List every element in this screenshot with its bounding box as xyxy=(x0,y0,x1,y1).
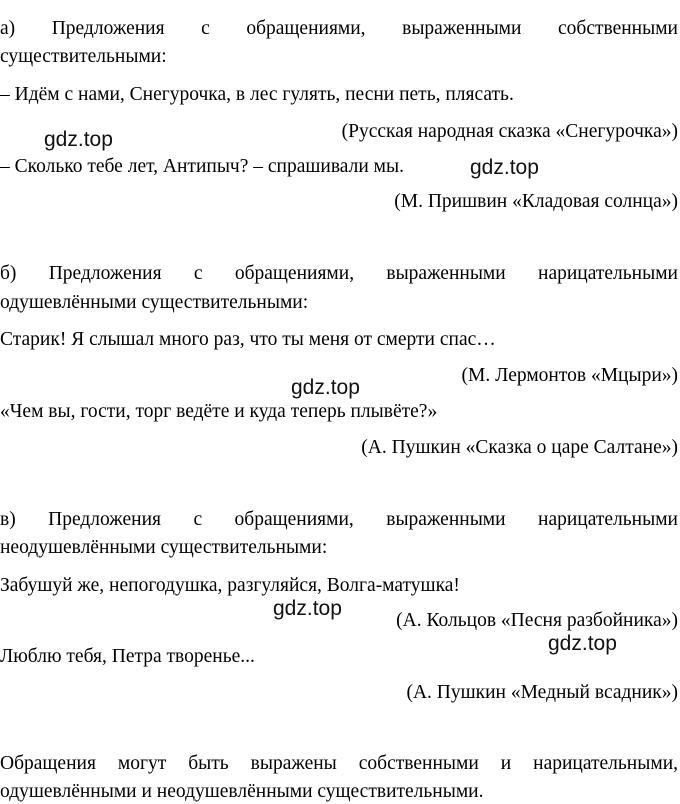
section-c-source-2: (А. Пушкин «Медный всадник») xyxy=(406,682,678,703)
section-b-source-1: (М. Лермонтов «Мцыри») xyxy=(461,365,678,386)
section-b-heading-cont: одушевлёнными существительными: xyxy=(0,292,309,313)
section-a-source-2: (М. Пришвин «Кладовая солнца») xyxy=(394,191,678,212)
watermark: gdz.top xyxy=(548,632,617,655)
section-b-example-1: Старик! Я слышал много раз, что ты меня от смерти спас… xyxy=(0,329,496,350)
section-c-example-1: Забушуй же, непогодушка, разгуляйся, Волга-матушка! xyxy=(0,575,460,596)
section-a-heading-cont: существительными: xyxy=(0,46,167,67)
section-a-source-1: (Русская народная сказка «Снегурочка») xyxy=(341,121,678,142)
watermark: gdz.top xyxy=(44,128,113,151)
watermark: gdz.top xyxy=(470,156,539,179)
section-b-source-2: (А. Пушкин «Сказка о царе Салтане») xyxy=(361,437,678,458)
section-b-heading: б) Предложения с обращениями, выраженными нарицательными xyxy=(0,263,678,284)
watermark: gdz.top xyxy=(291,376,360,399)
section-b-example-2: «Чем вы, гости, торг ведёте и куда теперь плывёте?» xyxy=(0,401,438,422)
section-c-heading: в) Предложения с обращениями, выраженными нарицательными xyxy=(0,509,678,530)
section-c-source-1: (А. Кольцов «Песня разбойника») xyxy=(396,610,678,631)
watermark: gdz.top xyxy=(273,597,342,620)
section-c-example-2: Люблю тебя, Петра творенье... xyxy=(0,646,255,667)
section-a-heading: а) Предложения с обращениями, выраженными собственными xyxy=(0,18,678,39)
section-a-example-1: – Идём с нами, Снегурочка, в лес гулять, песни петь, плясать. xyxy=(0,84,514,105)
conclusion-line-2: одушевлёнными и неодушевлёнными существительными. xyxy=(0,781,484,802)
conclusion-line-1: Обращения могут быть выражены собственными и нарицательными, xyxy=(0,753,678,774)
section-c-heading-cont: неодушевлёнными существительными: xyxy=(0,537,328,558)
section-a-example-2: – Сколько тебе лет, Антипыч? – спрашивали мы. xyxy=(0,156,404,177)
